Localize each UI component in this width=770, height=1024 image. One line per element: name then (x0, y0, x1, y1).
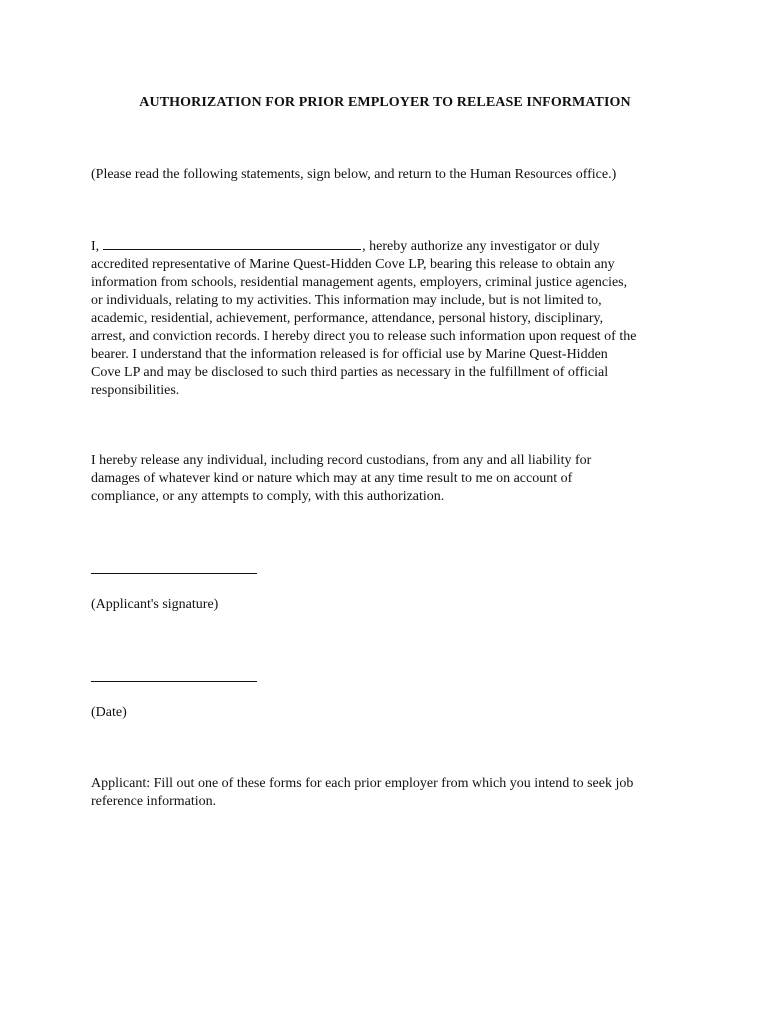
authorization-prefix: I, (91, 239, 100, 254)
authorization-line: accredited representative of Marine Quest-Hidden Cove LP, bearing this release to obtain any (91, 257, 615, 272)
authorization-line: or individuals, relating to my activities. This information may include, but is not limited to, (91, 293, 602, 308)
applicant-note-line: reference information. (91, 794, 217, 809)
authorization-first-line (91, 237, 691, 256)
authorization-line: Cove LP and may be disclosed to such third parties as necessary in the fulfillment of official (91, 365, 609, 380)
authorization-line: responsibilities. (91, 383, 180, 398)
date-line (91, 681, 257, 682)
signature-label: (Applicant's signature) (91, 597, 219, 612)
authorization-line: bearer. I understand that the information released is for official use by Marine Quest-Hidden (91, 347, 608, 362)
instructions-text (91, 166, 691, 184)
authorization-line: information from schools, residential management agents, employers, criminal justice agencies, (91, 275, 628, 290)
authorization-line1-suffix: , hereby authorize any investigator or duly (362, 239, 600, 254)
document-title: AUTHORIZATION FOR PRIOR EMPLOYER TO RELEASE INFORMATION (139, 95, 631, 110)
signature-line (91, 573, 257, 574)
date-label: (Date) (91, 705, 127, 720)
release-line: I hereby release any individual, including record custodians, from any and all liability for (91, 453, 592, 468)
name-blank-line (103, 237, 361, 250)
instructions-line: (Please read the following statements, sign below, and return to the Human Resources office.) (91, 167, 617, 182)
authorization-line: academic, residential, achievement, performance, attendance, personal history, disciplinary, (91, 311, 604, 326)
applicant-note-line: Applicant: Fill out one of these forms for each prior employer from which you intend to seek job (91, 776, 634, 791)
release-paragraph (91, 452, 691, 506)
applicant-note-paragraph (91, 775, 691, 811)
release-line: compliance, or any attempts to comply, with this authorization. (91, 489, 445, 504)
authorization-line: arrest, and conviction records. I hereby direct you to release such information upon request of the (91, 329, 637, 344)
authorization-paragraph (91, 237, 691, 400)
release-line: damages of whatever kind or nature which may at any time result to me on account of (91, 471, 573, 486)
